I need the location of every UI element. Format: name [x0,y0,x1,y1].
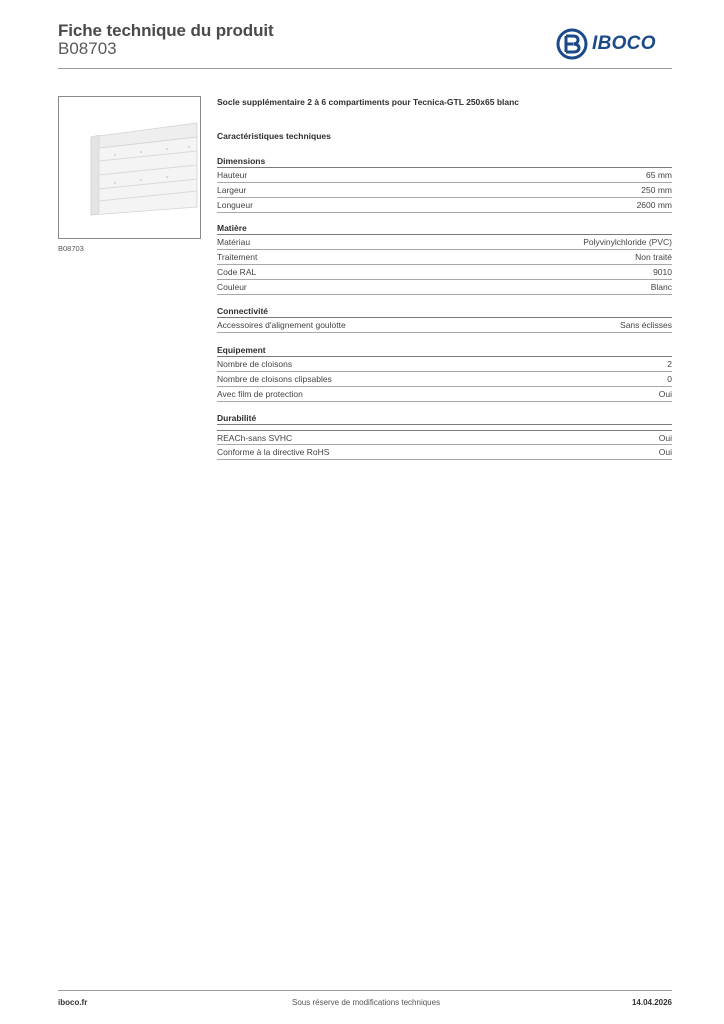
brand-logo[interactable] [556,28,656,60]
spec-heading: Caractéristiques techniques [217,131,331,141]
section-title: Equipement [217,344,672,357]
spec-row [217,357,672,372]
spec-value: Non traité [635,252,672,262]
image-caption: B08703 [58,244,84,253]
spec-label: REACh-sans SVHC [217,433,293,443]
product-title: Socle supplémentaire 2 à 6 compartiments pour Tecnica-GTL 250x65 blanc [217,97,520,107]
footer-website-link[interactable]: iboco.fr [58,998,88,1007]
section-title: Matière [217,222,672,235]
spec-value: Oui [658,447,672,457]
spec-label: Hauteur [217,170,248,180]
spec-row [217,250,672,265]
section-connectivity [217,305,672,333]
footer-date: 14.04.2026 [631,998,672,1007]
product-image [58,96,201,239]
spec-label: Nombre de cloisons clipsables [217,374,332,384]
spec-row [217,280,672,295]
spec-row [217,198,672,213]
spec-label: Nombre de cloisons [217,359,293,369]
spec-label: Code RAL [217,267,257,277]
footer-notice: Sous réserve de modifications techniques [292,998,441,1007]
spec-value: Polyvinylchloride (PVC) [583,237,672,247]
section-dimensions [217,155,672,213]
spec-row [217,387,672,402]
spec-value: 250 mm [641,185,672,195]
section-durability [217,412,672,460]
spec-value: Oui [658,389,672,399]
spec-value: 9010 [653,267,672,277]
spec-row [217,265,672,280]
section-material [217,222,672,295]
section-title: Durabilité [217,412,672,425]
spec-row [217,372,672,387]
product-code: B08703 [58,39,117,58]
spec-value: Blanc [650,282,672,292]
spec-value: 2600 mm [636,200,672,210]
section-title: Dimensions [217,155,672,168]
header-divider [58,68,672,69]
spec-label: Accessoires d'alignement goulotte [217,320,346,330]
spec-row [217,445,672,460]
spec-label: Longueur [217,200,253,210]
footer-divider [58,990,672,991]
spec-label: Avec film de protection [217,389,303,399]
spec-row [217,235,672,250]
page-title: Fiche technique du produit [58,21,274,40]
iboco-logo-icon [556,28,588,60]
spec-row [217,183,672,198]
section-title: Connectivité [217,305,672,318]
spec-label: Couleur [217,282,247,292]
spec-label: Traitement [217,252,258,262]
logo-wordmark: IBOCO [592,33,656,54]
spec-row [217,168,672,183]
spec-row [217,430,672,445]
spec-value: 2 [667,359,672,369]
spec-label: Conforme à la directive RoHS [217,447,330,457]
spec-row [217,318,672,333]
spec-value: 0 [667,374,672,384]
spec-label: Matériau [217,237,251,247]
cable-trunking-illustration [59,97,200,238]
spec-value: 65 mm [646,170,672,180]
section-equipment [217,344,672,402]
spec-label: Largeur [217,185,247,195]
spec-value: Sans éclisses [620,320,672,330]
spec-value: Oui [658,433,672,443]
